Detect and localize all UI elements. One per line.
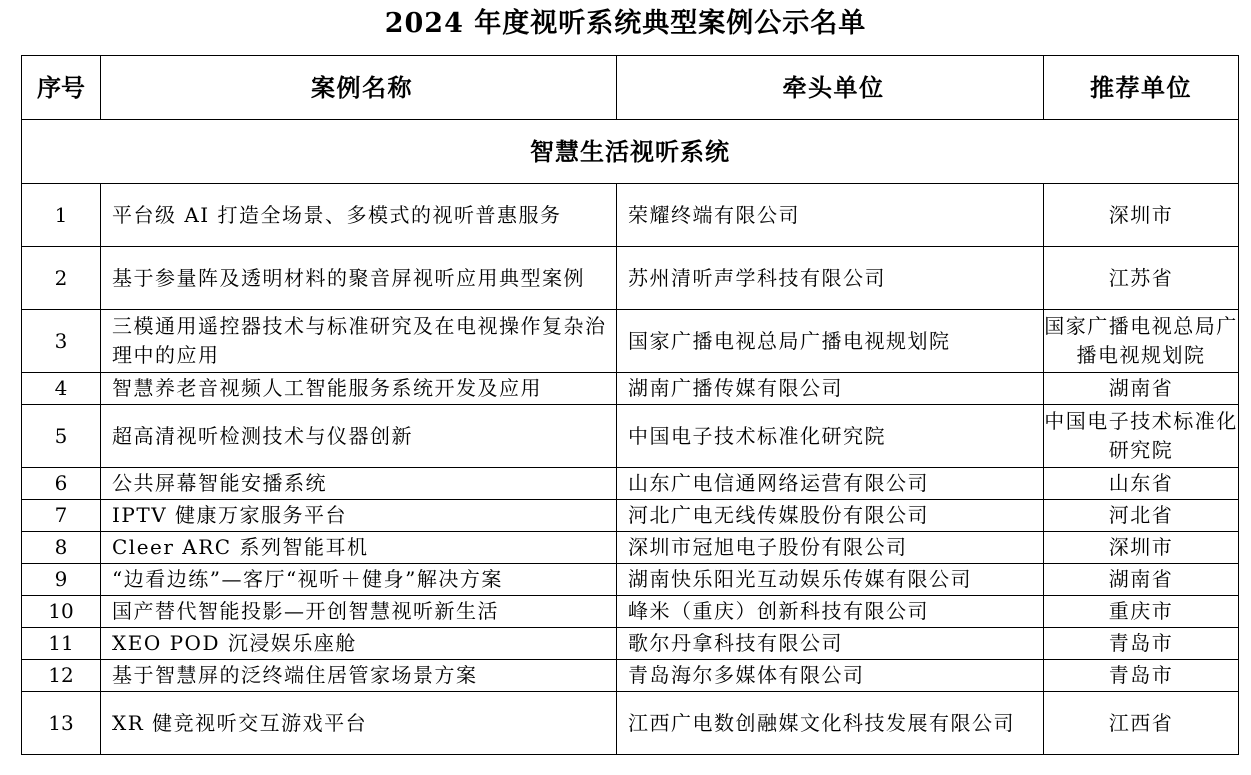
row-recommending-unit: 江苏省 bbox=[1044, 247, 1239, 310]
section-title: 智慧生活视听系统 bbox=[22, 120, 1239, 184]
row-lead-unit: 苏州清听声学科技有限公司 bbox=[617, 247, 1044, 310]
row-recommending-unit: 湖南省 bbox=[1044, 373, 1239, 405]
row-number: 2 bbox=[22, 247, 101, 310]
row-recommending-unit: 深圳市 bbox=[1044, 184, 1239, 247]
row-recommending-unit: 重庆市 bbox=[1044, 596, 1239, 628]
row-case-name: IPTV 健康万家服务平台 bbox=[101, 500, 617, 532]
row-case-name: XR 健竞视听交互游戏平台 bbox=[101, 692, 617, 755]
row-recommending-unit: 青岛市 bbox=[1044, 660, 1239, 692]
table-row bbox=[22, 500, 1239, 532]
table-row bbox=[22, 596, 1239, 628]
row-lead-unit: 湖南广播传媒有限公司 bbox=[617, 373, 1044, 405]
row-number: 11 bbox=[22, 628, 101, 660]
section-row bbox=[22, 120, 1239, 184]
table-row bbox=[22, 373, 1239, 405]
row-case-name: 三模通用遥控器技术与标准研究及在电视操作复杂治理中的应用 bbox=[101, 310, 617, 373]
table-header-row bbox=[22, 56, 1239, 120]
table-row bbox=[22, 247, 1239, 310]
row-case-name: 平台级 AI 打造全场景、多模式的视听普惠服务 bbox=[101, 184, 617, 247]
document-title: 2024 年度视听系统典型案例公示名单 bbox=[384, 8, 867, 39]
table-row bbox=[22, 532, 1239, 564]
row-number: 5 bbox=[22, 405, 101, 468]
row-recommending-unit: 国家广播电视总局广播电视规划院 bbox=[1044, 310, 1239, 373]
header-recommending-unit: 推荐单位 bbox=[1044, 56, 1239, 120]
row-number: 4 bbox=[22, 373, 101, 405]
table-row bbox=[22, 468, 1239, 500]
row-number: 10 bbox=[22, 596, 101, 628]
row-case-name: 国产替代智能投影—开创智慧视听新生活 bbox=[101, 596, 617, 628]
case-list-table bbox=[21, 55, 1239, 755]
table-row bbox=[22, 405, 1239, 468]
row-case-name: “边看边练”—客厅“视听＋健身”解决方案 bbox=[101, 564, 617, 596]
row-lead-unit: 歌尔丹拿科技有限公司 bbox=[617, 628, 1044, 660]
row-case-name: Cleer ARC 系列智能耳机 bbox=[101, 532, 617, 564]
table-row bbox=[22, 564, 1239, 596]
row-lead-unit: 国家广播电视总局广播电视规划院 bbox=[617, 310, 1044, 373]
row-lead-unit: 深圳市冠旭电子股份有限公司 bbox=[617, 532, 1044, 564]
row-case-name: 超高清视听检测技术与仪器创新 bbox=[101, 405, 617, 468]
row-number: 7 bbox=[22, 500, 101, 532]
row-recommending-unit: 深圳市 bbox=[1044, 532, 1239, 564]
row-case-name: 公共屏幕智能安播系统 bbox=[101, 468, 617, 500]
row-case-name: XEO POD 沉浸娱乐座舱 bbox=[101, 628, 617, 660]
row-number: 8 bbox=[22, 532, 101, 564]
table-row bbox=[22, 310, 1239, 373]
row-lead-unit: 江西广电数创融媒文化科技发展有限公司 bbox=[617, 692, 1044, 755]
header-case-name: 案例名称 bbox=[101, 56, 617, 120]
row-case-name: 基于智慧屏的泛终端住居管家场景方案 bbox=[101, 660, 617, 692]
row-number: 12 bbox=[22, 660, 101, 692]
table-row bbox=[22, 660, 1239, 692]
row-lead-unit: 荣耀终端有限公司 bbox=[617, 184, 1044, 247]
row-number: 13 bbox=[22, 692, 101, 755]
row-case-name: 基于参量阵及透明材料的聚音屏视听应用典型案例 bbox=[101, 247, 617, 310]
row-recommending-unit: 江西省 bbox=[1044, 692, 1239, 755]
row-number: 6 bbox=[22, 468, 101, 500]
row-recommending-unit: 湖南省 bbox=[1044, 564, 1239, 596]
row-number: 3 bbox=[22, 310, 101, 373]
row-recommending-unit: 河北省 bbox=[1044, 500, 1239, 532]
header-number: 序号 bbox=[22, 56, 101, 120]
row-case-name: 智慧养老音视频人工智能服务系统开发及应用 bbox=[101, 373, 617, 405]
row-lead-unit: 峰米（重庆）创新科技有限公司 bbox=[617, 596, 1044, 628]
row-number: 1 bbox=[22, 184, 101, 247]
row-number: 9 bbox=[22, 564, 101, 596]
row-lead-unit: 青岛海尔多媒体有限公司 bbox=[617, 660, 1044, 692]
row-lead-unit: 湖南快乐阳光互动娱乐传媒有限公司 bbox=[617, 564, 1044, 596]
table-row bbox=[22, 692, 1239, 755]
header-lead-unit: 牵头单位 bbox=[617, 56, 1044, 120]
row-recommending-unit: 山东省 bbox=[1044, 468, 1239, 500]
row-recommending-unit: 中国电子技术标准化研究院 bbox=[1044, 405, 1239, 468]
row-lead-unit: 河北广电无线传媒股份有限公司 bbox=[617, 500, 1044, 532]
row-lead-unit: 中国电子技术标准化研究院 bbox=[617, 405, 1044, 468]
row-recommending-unit: 青岛市 bbox=[1044, 628, 1239, 660]
row-lead-unit: 山东广电信通网络运营有限公司 bbox=[617, 468, 1044, 500]
table-row bbox=[22, 184, 1239, 247]
table-row bbox=[22, 628, 1239, 660]
